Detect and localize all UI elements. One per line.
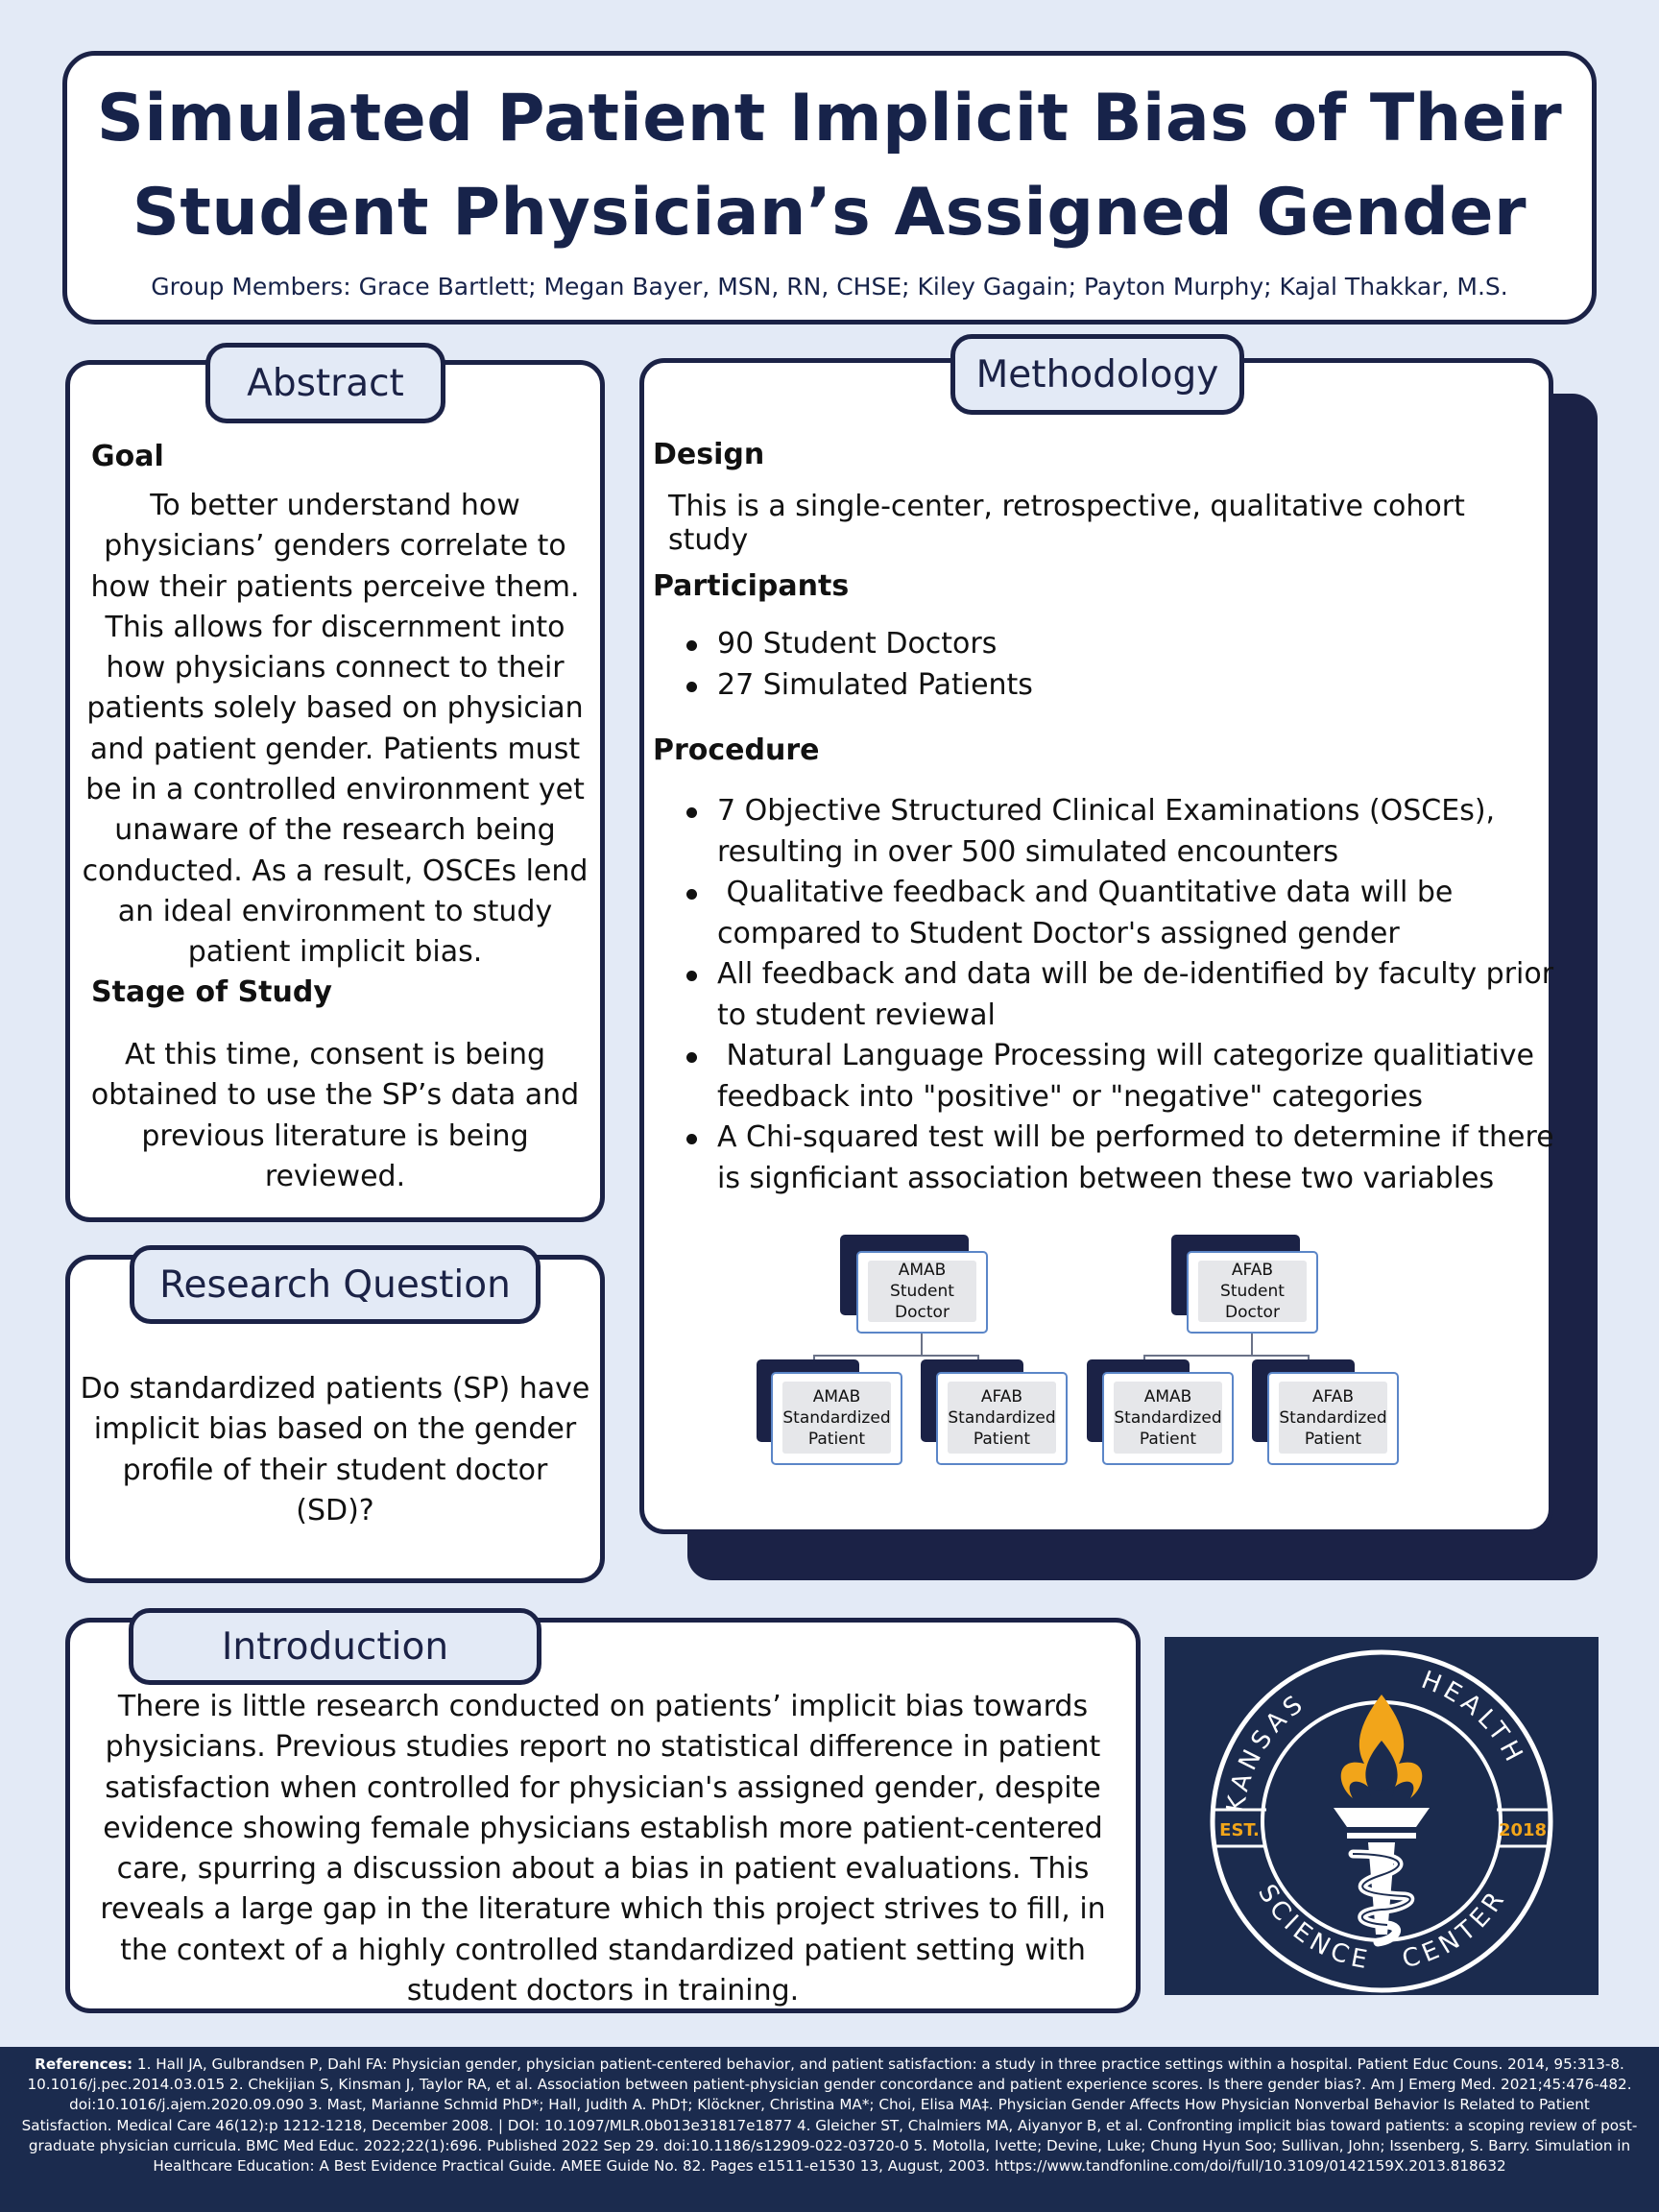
node-label-line: Doctor	[1225, 1303, 1280, 1322]
text-line: (SD)?	[296, 1493, 374, 1527]
text-line: reviewed.	[264, 1159, 406, 1193]
stage-heading: Stage of Study	[91, 975, 332, 1009]
goal-heading: Goal	[91, 440, 164, 473]
node-label-line: AMAB	[812, 1386, 861, 1407]
references-footer	[0, 2047, 1659, 2212]
node-amab-sp-right	[1102, 1372, 1234, 1465]
design-heading: Design	[653, 438, 765, 471]
node-label-line: AMAB	[1143, 1386, 1192, 1407]
text-line: satisfaction when controlled for physician's assigned gender, despite	[105, 1770, 1101, 1805]
logo-emblem	[1165, 1637, 1599, 1995]
introduction-text	[80, 1687, 1126, 2011]
text-line: the context of a highly controlled standardized patient setting with	[120, 1933, 1086, 1967]
text-line: previous literature is being	[141, 1118, 529, 1153]
design-text: This is a single-center, retrospective, qualitative cohort study	[668, 490, 1465, 557]
text-line: and patient gender. Patients must	[89, 732, 581, 766]
participants-heading: Participants	[653, 569, 850, 603]
node-label-line: Standardized	[948, 1407, 1056, 1428]
node-amab-sp-left	[771, 1372, 902, 1465]
text-line: be in a controlled environment yet	[85, 773, 585, 807]
title-banner	[62, 51, 1597, 325]
bullet-line: 27 Simulated Patients	[717, 667, 1033, 702]
logo-word-science: SCIENCE	[1251, 1879, 1375, 1976]
text-line: patient implicit bias.	[187, 935, 483, 970]
node-label-line: Standardized	[1114, 1407, 1222, 1428]
research-question-text	[78, 1369, 592, 1531]
node-label-line: Standardized	[1279, 1407, 1387, 1428]
text-line: physicians’ genders correlate to	[104, 529, 566, 564]
text-line: There is little research conducted on patients’ implicit bias towards	[117, 1690, 1089, 1723]
node-label	[1114, 1382, 1222, 1454]
node-label-line: Standardized	[782, 1407, 891, 1428]
kansas-health-science-center-logo	[1165, 1637, 1599, 1995]
goal-text	[78, 486, 592, 974]
flame-core	[1369, 1781, 1394, 1806]
reference-line: Healthcare Education: A Best Evidence Practical Guide. AMEE Guide No. 82. Pages e1511-e1530 13, August, 2003. https://www.tandfonline.com/doi/full/10.3109/0142159X.2013.818632	[153, 2157, 1506, 2176]
research-question-heading: Research Question	[130, 1245, 541, 1324]
reference-line: graduate physician curricula. BMC Med Educ. 2022;22(1):696. Published 2022 Sep 29. doi:10.1186/s12909-022-03720-0 5. Motolla, Ivette; Devine, Luke; Chung Hyun Soo; Sullivan, John; Issenberg, S. Barry. Simulation in	[28, 2136, 1631, 2154]
text-line: At this time, consent is being	[124, 1038, 546, 1071]
bullet-line: Qualitative feedback and Quantitative data will be	[717, 876, 1454, 909]
reference-line: 1. Hall JA, Gulbrandsen P, Dahl FA: Physician gender, physician patient-centered behavior, and patient satisfaction: a study in three practice settings within a hospital. Patient Educ Couns. 2014, 95:313-8.	[132, 2056, 1624, 2073]
node-label-line: Patient	[1139, 1429, 1197, 1449]
connector	[813, 1355, 978, 1357]
node-label	[782, 1382, 891, 1454]
text-line: reveals a large gap in the literature which this project strives to fill, in	[100, 1892, 1106, 1927]
abstract-heading: Abstract	[205, 343, 445, 423]
bullet-line: 7 Objective Structured Clinical Examinations (OSCEs),	[717, 794, 1496, 828]
text-line: patients solely based on physician	[86, 691, 584, 726]
bullet-line: is signficiant association between these two variables	[717, 1161, 1495, 1195]
poster-title-line-2: Student Physician’s Assigned Gender	[132, 175, 1527, 251]
bullet-line: All feedback and data will be de-identified by faculty prior	[717, 957, 1554, 991]
logo-word-kansas: KANSAS	[1221, 1687, 1312, 1815]
node-label-line: AFAB	[980, 1386, 1023, 1407]
node-afab-student-doctor	[1187, 1251, 1318, 1334]
text-line: unaware of the research being	[114, 813, 556, 848]
flame-icon	[1341, 1695, 1423, 1798]
reference-line: doi:10.1016/j.ajem.2020.09.090 3. Mast, Marianne Schmid PhD*; Hall, Judith A. PhD†; Klöckner, Christina MA*; Choi, Elisa MA‡. Physician Gender Affects How Physician Nonverbal Behavior Is Related to Patient	[69, 2096, 1590, 2114]
reference-line: 10.1016/j.pec.2014.03.015 2. Chekijian S, Kinsman J, Taylor RA, et al. Association between patient-physician gender concordance and patient experience scores. Is there gender bias?. Am J Emerg Med. 2021;45:476-482.	[27, 2076, 1632, 2094]
text-line: care, spurring a discussion about a bias in patient evaluations. This	[116, 1852, 1090, 1887]
node-label-line: Patient	[807, 1429, 866, 1449]
node-label-line: AMAB Student	[890, 1261, 954, 1301]
logo-word-health: HEALTH	[1417, 1665, 1530, 1771]
bullet-line: Natural Language Processing will categorize qualitiative	[717, 1039, 1534, 1072]
text-line: how their patients perceive them.	[90, 569, 580, 604]
reference-line: Satisfaction. Medical Care 46(12):p 1212-1218, December 2008. | DOI: 10.1097/MLR.0b013e31817e1877 4. Gleicher ST, Chalmiers MA, Aiyanyor B, et al. Confronting implicit bias toward patients: a scoping review of post-	[21, 2116, 1638, 2134]
procedure-heading: Procedure	[653, 733, 820, 767]
connector	[921, 1334, 923, 1356]
connector	[1143, 1355, 1309, 1357]
node-label-line: AFAB	[1311, 1386, 1355, 1407]
torch-bowl	[1334, 1808, 1430, 1827]
logo-est: EST.	[1219, 1820, 1260, 1840]
stage-text	[78, 1035, 592, 1197]
text-line: profile of their student doctor	[122, 1453, 548, 1487]
connector	[1251, 1334, 1253, 1356]
node-label	[1279, 1382, 1387, 1454]
poster-title-line-1: Simulated Patient Implicit Bias of Their	[96, 81, 1563, 156]
bullet-line: compared to Student Doctor's assigned gender	[717, 916, 1400, 950]
bullet-line: to student reviewal	[717, 998, 996, 1032]
torch-band	[1347, 1833, 1416, 1839]
node-label	[868, 1261, 976, 1322]
text-line: implicit bias based on the gender	[93, 1412, 577, 1447]
node-label-line: AFAB Student	[1220, 1261, 1285, 1301]
text-line: how physicians connect to their	[106, 651, 565, 685]
introduction-heading: Introduction	[129, 1608, 541, 1685]
node-amab-student-doctor	[856, 1251, 988, 1334]
text-line: evidence showing female physicians establish more patient-centered	[103, 1811, 1103, 1845]
bullet-line: 90 Student Doctors	[717, 627, 998, 661]
text-line: This allows for discernment into	[105, 610, 565, 644]
node-label-line: Patient	[973, 1429, 1031, 1449]
text-line: an ideal environment to study	[117, 894, 553, 928]
node-afab-sp-left	[936, 1372, 1068, 1465]
bullet-line: resulting in over 500 simulated encounters	[717, 834, 1339, 869]
bullet-line: A Chi-squared test will be performed to determine if there	[717, 1120, 1554, 1154]
node-label	[1198, 1261, 1307, 1322]
abstract-panel	[65, 360, 605, 1222]
logo-year: 2018	[1498, 1820, 1548, 1840]
text-line: Do standardized patients (SP) have	[80, 1372, 590, 1406]
node-label	[948, 1382, 1056, 1454]
methodology-heading: Methodology	[950, 334, 1244, 415]
node-afab-sp-right	[1267, 1372, 1399, 1465]
text-line: To better understand how	[150, 489, 520, 522]
node-label-line: Patient	[1304, 1429, 1362, 1449]
text-line: physicians. Previous studies report no statistical difference in patient	[105, 1730, 1101, 1765]
node-label-line: Doctor	[895, 1303, 950, 1322]
gender-diagram	[644, 363, 1554, 1529]
text-line: obtained to use the SP’s data and	[90, 1078, 580, 1113]
references-label: References:	[35, 2056, 133, 2073]
text-line: conducted. As a result, OSCEs lend	[82, 854, 589, 888]
logo-word-center: CENTER	[1399, 1883, 1513, 1975]
group-members: Group Members: Grace Bartlett; Megan Bayer, MSN, RN, CHSE; Kiley Gagain; Payton Murphy; Kajal Thakkar, M.S.	[151, 273, 1508, 301]
methodology-panel	[639, 358, 1553, 1534]
bullet-line: feedback into "positive" or "negative" categories	[717, 1079, 1423, 1114]
text-line: student doctors in training.	[406, 1974, 800, 2008]
